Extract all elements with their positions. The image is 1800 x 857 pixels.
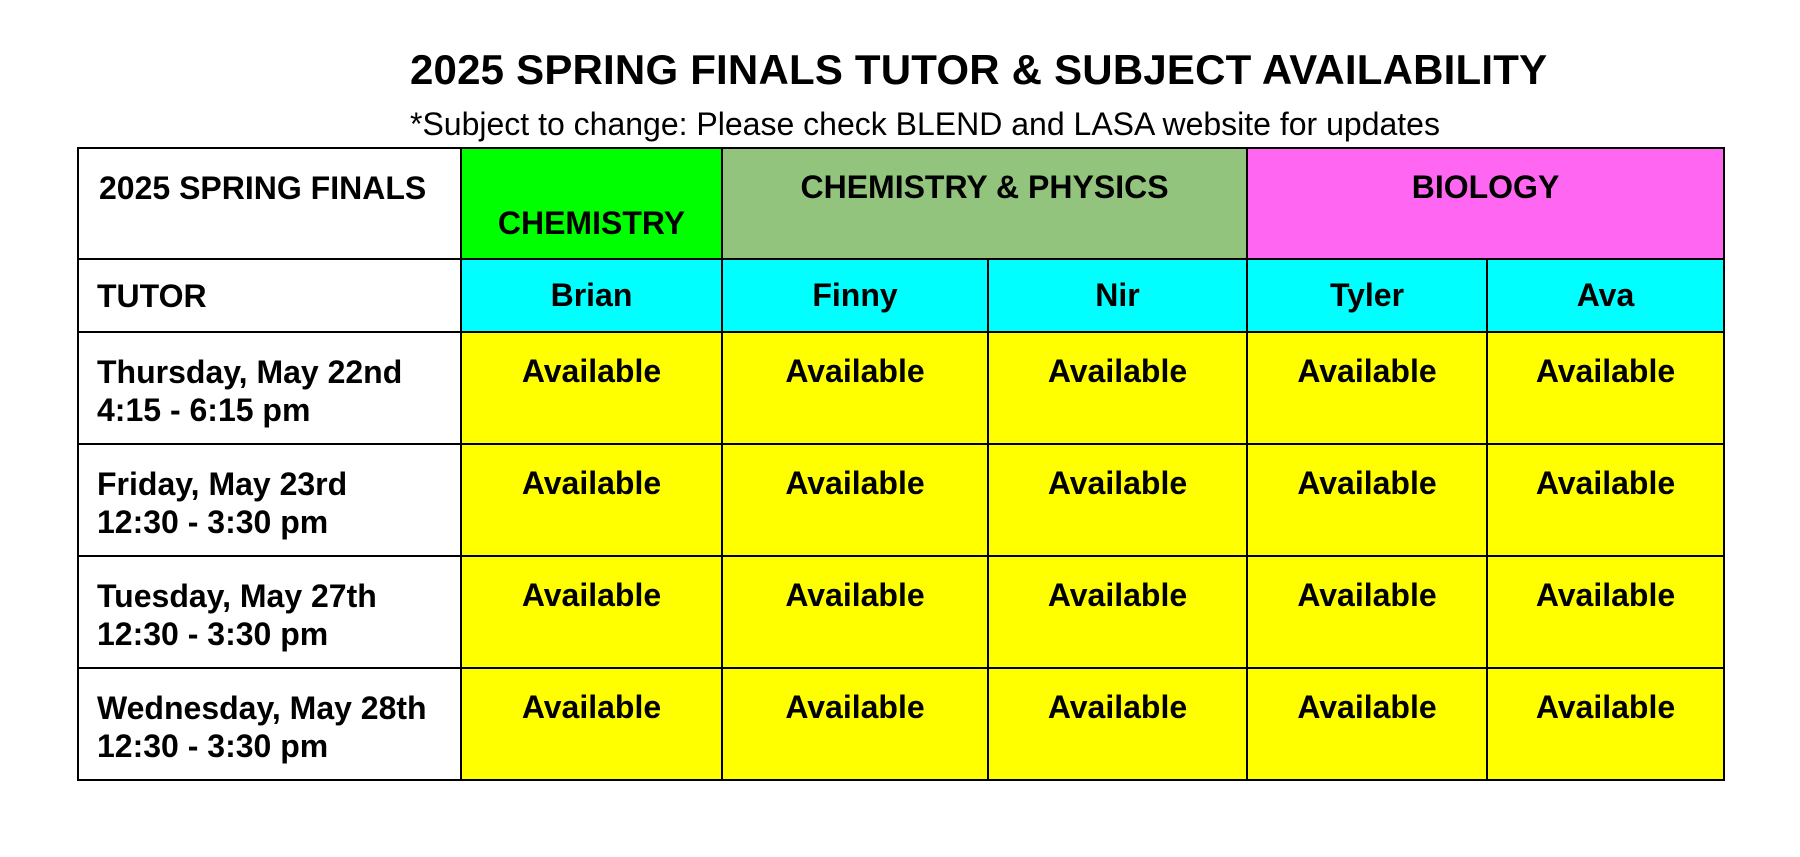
day-time: 12:30 - 3:30 pm xyxy=(97,728,329,764)
availability-cell: Available xyxy=(1247,332,1487,444)
availability-cell: Available xyxy=(1247,668,1487,780)
day-label xyxy=(78,668,461,780)
day-date: Friday, May 23rd xyxy=(97,466,348,502)
availability-cell: Available xyxy=(1487,444,1724,556)
corner-label: 2025 SPRING FINALS xyxy=(78,148,461,259)
tutor-label: TUTOR xyxy=(78,259,461,332)
availability-cell: Available xyxy=(1487,556,1724,668)
day-row xyxy=(78,556,1724,668)
day-date: Tuesday, May 27th xyxy=(97,578,377,614)
tutor-name: Brian xyxy=(461,259,722,332)
page-subtitle: *Subject to change: Please check BLEND and LASA website for updates xyxy=(410,106,1440,142)
availability-cell: Available xyxy=(1247,556,1487,668)
day-time: 4:15 - 6:15 pm xyxy=(97,392,311,428)
day-row xyxy=(78,668,1724,780)
day-row xyxy=(78,444,1724,556)
availability-cell: Available xyxy=(1487,332,1724,444)
availability-cell: Available xyxy=(722,444,988,556)
availability-cell: Available xyxy=(988,556,1247,668)
availability-cell: Available xyxy=(988,668,1247,780)
day-date: Wednesday, May 28th xyxy=(97,690,427,726)
availability-cell: Available xyxy=(1487,668,1724,780)
subject-biology: BIOLOGY xyxy=(1247,148,1724,259)
availability-cell: Available xyxy=(461,332,722,444)
availability-cell: Available xyxy=(722,556,988,668)
subject-chemistry: CHEMISTRY xyxy=(461,148,722,259)
day-row xyxy=(78,332,1724,444)
tutor-name: Nir xyxy=(988,259,1247,332)
availability-table xyxy=(77,147,1725,781)
day-label xyxy=(78,444,461,556)
availability-cell: Available xyxy=(988,444,1247,556)
day-time: 12:30 - 3:30 pm xyxy=(97,616,329,652)
availability-cell: Available xyxy=(722,668,988,780)
subject-chemistry-physics: CHEMISTRY & PHYSICS xyxy=(722,148,1247,259)
tutor-name: Tyler xyxy=(1247,259,1487,332)
subject-header-row xyxy=(78,148,1724,259)
availability-cell: Available xyxy=(461,444,722,556)
tutor-name: Finny xyxy=(722,259,988,332)
availability-cell: Available xyxy=(1247,444,1487,556)
day-date: Thursday, May 22nd xyxy=(97,354,403,390)
availability-cell: Available xyxy=(461,556,722,668)
tutor-row xyxy=(78,259,1724,332)
day-label xyxy=(78,332,461,444)
availability-cell: Available xyxy=(461,668,722,780)
page-title: 2025 SPRING FINALS TUTOR & SUBJECT AVAILABILITY xyxy=(410,46,1548,93)
availability-cell: Available xyxy=(722,332,988,444)
tutor-name: Ava xyxy=(1487,259,1724,332)
day-label xyxy=(78,556,461,668)
day-time: 12:30 - 3:30 pm xyxy=(97,504,329,540)
availability-cell: Available xyxy=(988,332,1247,444)
